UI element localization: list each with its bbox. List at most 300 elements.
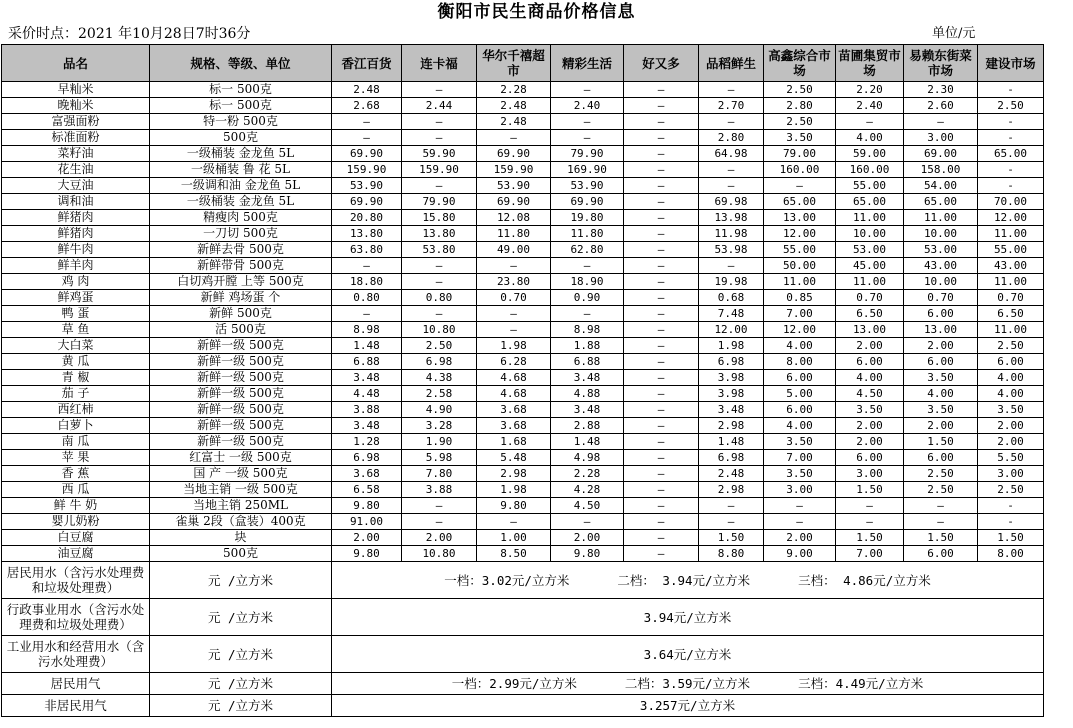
product-name: 南 瓜 (2, 434, 150, 450)
price-cell: 4.00 (978, 386, 1044, 402)
product-name: 苹 果 (2, 450, 150, 466)
price-cell: 2.50 (904, 482, 978, 498)
price-cell: 10.00 (836, 226, 904, 242)
price-cell: 2.00 (904, 418, 978, 434)
price-cell: 158.00 (904, 162, 978, 178)
price-cell: — (624, 370, 699, 386)
price-cell: 15.80 (402, 210, 477, 226)
price-cell: 3.68 (477, 402, 551, 418)
price-cell: 1.98 (477, 482, 551, 498)
price-cell: — (624, 162, 699, 178)
price-cell: 55.00 (836, 178, 904, 194)
product-name: 白豆腐 (2, 530, 150, 546)
product-spec: 500克 (150, 130, 332, 146)
price-cell: — (624, 274, 699, 290)
product-name: 草 鱼 (2, 322, 150, 338)
price-cell: 11.00 (978, 274, 1044, 290)
header-cell: 易赖东街菜市场 (904, 45, 978, 82)
product-spec: 新鲜一级 500克 (150, 370, 332, 386)
table-row (2, 290, 1044, 306)
price-cell: — (699, 82, 764, 98)
price-cell: 3.88 (332, 402, 402, 418)
price-cell: — (477, 306, 551, 322)
header-cell: 好又多 (624, 45, 699, 82)
utility-row (2, 636, 1044, 673)
price-cell: — (477, 322, 551, 338)
price-cell: 2.44 (402, 98, 477, 114)
price-cell: — (624, 354, 699, 370)
price-cell: 4.50 (551, 498, 624, 514)
price-cell: 3.50 (904, 370, 978, 386)
table-row (2, 434, 1044, 450)
price-cell: 0.85 (764, 290, 836, 306)
price-cell: 0.70 (836, 290, 904, 306)
price-cell: 0.90 (551, 290, 624, 306)
price-cell: 3.50 (764, 466, 836, 482)
product-spec: 特一粉 500克 (150, 114, 332, 130)
price-cell: — (624, 146, 699, 162)
price-cell: 13.80 (402, 226, 477, 242)
product-spec: 国 产 一级 500克 (150, 466, 332, 482)
price-cell: — (624, 530, 699, 546)
price-cell: 69.90 (477, 194, 551, 210)
table-row (2, 530, 1044, 546)
product-name: 鲜牛肉 (2, 242, 150, 258)
price-cell: 4.00 (904, 386, 978, 402)
product-spec: 新鲜 500克 (150, 306, 332, 322)
price-cell: 0.80 (402, 290, 477, 306)
price-cell: 79.90 (551, 146, 624, 162)
price-cell: 65.00 (904, 194, 978, 210)
product-name: 调和油 (2, 194, 150, 210)
price-cell: 6.00 (836, 354, 904, 370)
header-cell: 苗圃集贸市 场 (836, 45, 904, 82)
price-cell: - (978, 130, 1044, 146)
price-cell: 159.90 (402, 162, 477, 178)
price-cell: 10.00 (904, 274, 978, 290)
price-cell: 0.70 (477, 290, 551, 306)
table-row (2, 498, 1044, 514)
price-cell: 2.40 (836, 98, 904, 114)
price-cell: 159.90 (477, 162, 551, 178)
price-cell: 19.80 (551, 210, 624, 226)
price-cell: — (836, 498, 904, 514)
table-row (2, 242, 1044, 258)
price-cell: 1.48 (551, 434, 624, 450)
price-cell: 6.98 (332, 450, 402, 466)
price-cell: 7.48 (699, 306, 764, 322)
price-cell: — (699, 162, 764, 178)
price-cell: 4.38 (402, 370, 477, 386)
price-cell: 12.00 (978, 210, 1044, 226)
price-cell: 20.80 (332, 210, 402, 226)
price-cell: 3.48 (332, 418, 402, 434)
price-cell: 11.00 (904, 210, 978, 226)
table-row (2, 338, 1044, 354)
price-cell: — (624, 514, 699, 530)
price-cell: 63.80 (332, 242, 402, 258)
table-row (2, 210, 1044, 226)
product-spec: 白切鸡开膛 上等 500克 (150, 274, 332, 290)
price-cell: 3.48 (332, 370, 402, 386)
price-cell: 59.00 (836, 146, 904, 162)
price-cell: 4.00 (836, 130, 904, 146)
price-cell: — (624, 290, 699, 306)
price-cell: 18.90 (551, 274, 624, 290)
price-cell: 5.98 (402, 450, 477, 466)
table-row (2, 98, 1044, 114)
product-name: 鲜猪肉 (2, 226, 150, 242)
price-cell: — (551, 514, 624, 530)
price-cell: 3.98 (699, 370, 764, 386)
product-name: 鲜猪肉 (2, 210, 150, 226)
table-row (2, 322, 1044, 338)
price-cell: — (402, 306, 477, 322)
table-row (2, 418, 1044, 434)
price-cell: — (624, 338, 699, 354)
price-cell: 43.00 (978, 258, 1044, 274)
price-cell: 11.98 (699, 226, 764, 242)
product-name: 鸡 肉 (2, 274, 150, 290)
price-cell: 8.98 (332, 322, 402, 338)
price-cell: — (624, 498, 699, 514)
price-cell: — (332, 306, 402, 322)
product-name: 黄 瓜 (2, 354, 150, 370)
price-cell: 12.00 (764, 322, 836, 338)
product-spec: 一级桶装 金龙鱼 5L (150, 194, 332, 210)
price-cell: — (904, 114, 978, 130)
price-cell: 2.48 (332, 82, 402, 98)
price-cell: 2.28 (551, 466, 624, 482)
price-cell: 9.00 (764, 546, 836, 562)
price-cell: 12.08 (477, 210, 551, 226)
price-cell: 1.48 (699, 434, 764, 450)
utility-unit: 元 /立方米 (150, 636, 332, 673)
price-cell: 8.00 (978, 546, 1044, 562)
utility-tier: 三档：4.49元/立方米 (798, 676, 924, 691)
price-cell: 13.00 (764, 210, 836, 226)
price-cell: — (624, 466, 699, 482)
utility-tier: 一档：2.99元/立方米 (451, 676, 577, 691)
price-cell: 65.00 (978, 146, 1044, 162)
product-name: 早籼米 (2, 82, 150, 98)
price-cell: - (978, 114, 1044, 130)
price-cell: 8.00 (764, 354, 836, 370)
price-cell: 6.00 (978, 354, 1044, 370)
price-cell: 0.70 (904, 290, 978, 306)
product-spec: 雀巢 2段（盒装）400克 (150, 514, 332, 530)
price-cell: 2.00 (332, 530, 402, 546)
price-cell: 6.50 (978, 306, 1044, 322)
price-cell: 70.00 (978, 194, 1044, 210)
table-row (2, 146, 1044, 162)
price-cell: 2.00 (836, 338, 904, 354)
price-cell: 2.00 (551, 530, 624, 546)
price-cell: 53.90 (551, 178, 624, 194)
price-cell: 3.00 (904, 130, 978, 146)
price-cell: 2.70 (699, 98, 764, 114)
price-cell: — (551, 130, 624, 146)
price-cell: - (978, 178, 1044, 194)
table-row (2, 178, 1044, 194)
product-spec: 新鲜一级 500克 (150, 434, 332, 450)
price-table (1, 44, 1044, 717)
utility-tier: 三档： 4.86元/立方米 (798, 572, 931, 588)
utility-name: 工业用水和经营用水（含污水处理费） (2, 636, 150, 673)
header-cell: 建设市场 (978, 45, 1044, 82)
price-cell: 4.00 (764, 338, 836, 354)
product-spec: 新鲜去骨 500克 (150, 242, 332, 258)
product-spec: 新鲜 鸡场蛋 个 (150, 290, 332, 306)
price-cell: 69.00 (904, 146, 978, 162)
product-spec: 标一 500克 (150, 82, 332, 98)
price-cell: 55.00 (764, 242, 836, 258)
price-cell: 18.80 (332, 274, 402, 290)
table-row (2, 82, 1044, 98)
header-row (2, 45, 1044, 82)
price-cell: 6.58 (332, 482, 402, 498)
price-cell: 1.68 (477, 434, 551, 450)
price-cell: 53.90 (332, 178, 402, 194)
price-cell: — (699, 514, 764, 530)
price-cell: 65.00 (836, 194, 904, 210)
price-cell: 3.50 (978, 402, 1044, 418)
price-cell: 2.00 (978, 434, 1044, 450)
price-cell: — (624, 418, 699, 434)
price-cell: 53.00 (836, 242, 904, 258)
price-cell: 12.00 (764, 226, 836, 242)
product-name: 鲜羊肉 (2, 258, 150, 274)
price-cell: — (477, 514, 551, 530)
price-cell: 6.50 (836, 306, 904, 322)
price-cell: 9.80 (332, 546, 402, 562)
price-cell: — (624, 242, 699, 258)
price-cell: 8.98 (551, 322, 624, 338)
price-cell: 2.58 (402, 386, 477, 402)
price-cell: 2.50 (904, 466, 978, 482)
header-cell: 规格、等级、单位 (150, 45, 332, 82)
price-cell: 4.88 (551, 386, 624, 402)
price-cell: — (402, 274, 477, 290)
price-cell: 69.98 (699, 194, 764, 210)
price-cell: 6.00 (904, 450, 978, 466)
utility-tier: 3.257元/立方米 (639, 698, 736, 713)
utility-tier: 二档：3.59元/立方米 (624, 676, 751, 691)
price-cell: 12.00 (699, 322, 764, 338)
price-cell: — (624, 114, 699, 130)
price-cell: 6.00 (904, 306, 978, 322)
table-row (2, 354, 1044, 370)
product-spec: 一级调和油 金龙鱼 5L (150, 178, 332, 194)
table-row (2, 114, 1044, 130)
product-spec: 活 500克 (150, 322, 332, 338)
product-spec: 新鲜一级 500克 (150, 402, 332, 418)
price-cell: 13.98 (699, 210, 764, 226)
product-name: 茄 子 (2, 386, 150, 402)
utility-price (332, 599, 1044, 636)
product-name: 西红柿 (2, 402, 150, 418)
product-name: 鲜 牛 奶 (2, 498, 150, 514)
price-cell: 2.30 (904, 82, 978, 98)
utility-name: 非居民用气 (2, 695, 150, 717)
price-cell: 50.00 (764, 258, 836, 274)
price-cell: 5.50 (978, 450, 1044, 466)
product-name: 白萝卜 (2, 418, 150, 434)
price-cell: 2.20 (836, 82, 904, 98)
price-cell: — (699, 258, 764, 274)
utility-name: 居民用气 (2, 673, 150, 695)
product-spec: 块 (150, 530, 332, 546)
header-cell: 品名 (2, 45, 150, 82)
price-cell: 4.90 (402, 402, 477, 418)
price-cell: — (624, 130, 699, 146)
page-title: 衡阳市民生商品价格信息 (437, 2, 636, 22)
price-cell: 11.00 (978, 322, 1044, 338)
product-spec: 新鲜一级 500克 (150, 354, 332, 370)
price-cell: 3.00 (836, 466, 904, 482)
product-spec: 一级桶装 金龙鱼 5L (150, 146, 332, 162)
price-cell: 10.00 (904, 226, 978, 242)
product-name: 香 蕉 (2, 466, 150, 482)
price-cell: 2.48 (477, 114, 551, 130)
price-cell: 3.00 (978, 466, 1044, 482)
price-cell: 2.00 (764, 530, 836, 546)
price-cell: 11.00 (764, 274, 836, 290)
price-cell: — (624, 322, 699, 338)
table-row (2, 258, 1044, 274)
price-cell: — (624, 482, 699, 498)
price-cell: — (624, 450, 699, 466)
utility-tier: 二档： 3.94元/立方米 (617, 572, 751, 588)
product-spec: 新鲜一级 500克 (150, 386, 332, 402)
product-spec: 精瘦肉 500克 (150, 210, 332, 226)
price-cell: 2.50 (978, 98, 1044, 114)
header-cell: 品稻鲜生 (699, 45, 764, 82)
utility-tier: 3.94元/立方米 (643, 609, 732, 625)
price-cell: 7.00 (764, 450, 836, 466)
price-cell: 8.50 (477, 546, 551, 562)
price-cell: 1.88 (551, 338, 624, 354)
price-cell: 7.00 (764, 306, 836, 322)
price-cell: 69.90 (332, 146, 402, 162)
price-cell: 4.28 (551, 482, 624, 498)
product-name: 青 椒 (2, 370, 150, 386)
product-name: 大白菜 (2, 338, 150, 354)
price-cell: — (551, 258, 624, 274)
price-cell: 43.00 (904, 258, 978, 274)
price-cell: 2.50 (402, 338, 477, 354)
price-cell: — (477, 130, 551, 146)
price-cell: 2.50 (978, 338, 1044, 354)
price-cell: 3.00 (764, 482, 836, 498)
utility-unit: 元 /立方米 (150, 562, 332, 599)
price-cell: 13.00 (904, 322, 978, 338)
price-cell: — (624, 434, 699, 450)
header-cell: 香江百货 (332, 45, 402, 82)
price-cell: 0.70 (978, 290, 1044, 306)
price-cell: 1.50 (699, 530, 764, 546)
price-cell: 69.90 (477, 146, 551, 162)
price-cell: 11.00 (978, 226, 1044, 242)
table-row (2, 370, 1044, 386)
price-cell: — (402, 82, 477, 98)
utility-tier: 一档：3.02元/立方米 (444, 572, 570, 588)
utility-unit: 元 /立方米 (150, 599, 332, 636)
price-cell: 6.00 (764, 402, 836, 418)
price-cell: 9.80 (551, 546, 624, 562)
price-cell: - (978, 82, 1044, 98)
price-cell: 2.48 (477, 98, 551, 114)
price-cell: 6.98 (699, 354, 764, 370)
price-cell: 1.00 (477, 530, 551, 546)
price-cell: 45.00 (836, 258, 904, 274)
price-cell: 6.00 (904, 546, 978, 562)
price-cell: 3.68 (332, 466, 402, 482)
product-name: 鸭 蛋 (2, 306, 150, 322)
price-cell: 53.98 (699, 242, 764, 258)
price-cell: 4.50 (836, 386, 904, 402)
price-cell: 4.98 (551, 450, 624, 466)
unit-label: 单位/元 (932, 26, 976, 41)
price-cell: 13.80 (332, 226, 402, 242)
price-cell: 3.50 (904, 402, 978, 418)
price-cell: 2.88 (551, 418, 624, 434)
price-cell: 2.50 (978, 482, 1044, 498)
price-cell: — (624, 210, 699, 226)
price-cell: 11.00 (836, 274, 904, 290)
price-cell: 3.50 (836, 402, 904, 418)
price-cell: — (402, 178, 477, 194)
price-cell: — (332, 114, 402, 130)
price-cell: — (402, 498, 477, 514)
price-cell: 53.80 (402, 242, 477, 258)
price-cell: 160.00 (836, 162, 904, 178)
price-cell: — (624, 194, 699, 210)
price-cell: 2.00 (978, 418, 1044, 434)
price-cell: 2.98 (699, 482, 764, 498)
utility-tier: 3.64元/立方米 (643, 646, 732, 662)
table-row (2, 386, 1044, 402)
price-cell: 2.28 (477, 82, 551, 98)
table-row (2, 162, 1044, 178)
utility-row (2, 673, 1044, 695)
price-cell: — (699, 498, 764, 514)
price-cell: 9.80 (477, 498, 551, 514)
price-cell: — (551, 114, 624, 130)
price-cell: 6.00 (836, 450, 904, 466)
price-cell: — (699, 178, 764, 194)
product-name: 富强面粉 (2, 114, 150, 130)
price-cell: — (764, 514, 836, 530)
header-cell: 精彩生活 (551, 45, 624, 82)
collect-time: 采价时点：2021 年10月28日7时36分 (8, 26, 251, 42)
price-cell: — (836, 114, 904, 130)
price-cell: 169.90 (551, 162, 624, 178)
price-cell: 10.80 (402, 322, 477, 338)
product-name: 花生油 (2, 162, 150, 178)
subtitle-bar (0, 24, 1073, 44)
price-cell: 0.68 (699, 290, 764, 306)
table-row (2, 194, 1044, 210)
price-cell: 4.00 (836, 370, 904, 386)
price-cell: — (904, 514, 978, 530)
price-cell: 11.00 (836, 210, 904, 226)
price-cell: 54.00 (904, 178, 978, 194)
price-cell: 6.98 (402, 354, 477, 370)
price-cell: 3.88 (402, 482, 477, 498)
header-cell: 华尔千禧超 市 (477, 45, 551, 82)
price-cell: — (402, 130, 477, 146)
